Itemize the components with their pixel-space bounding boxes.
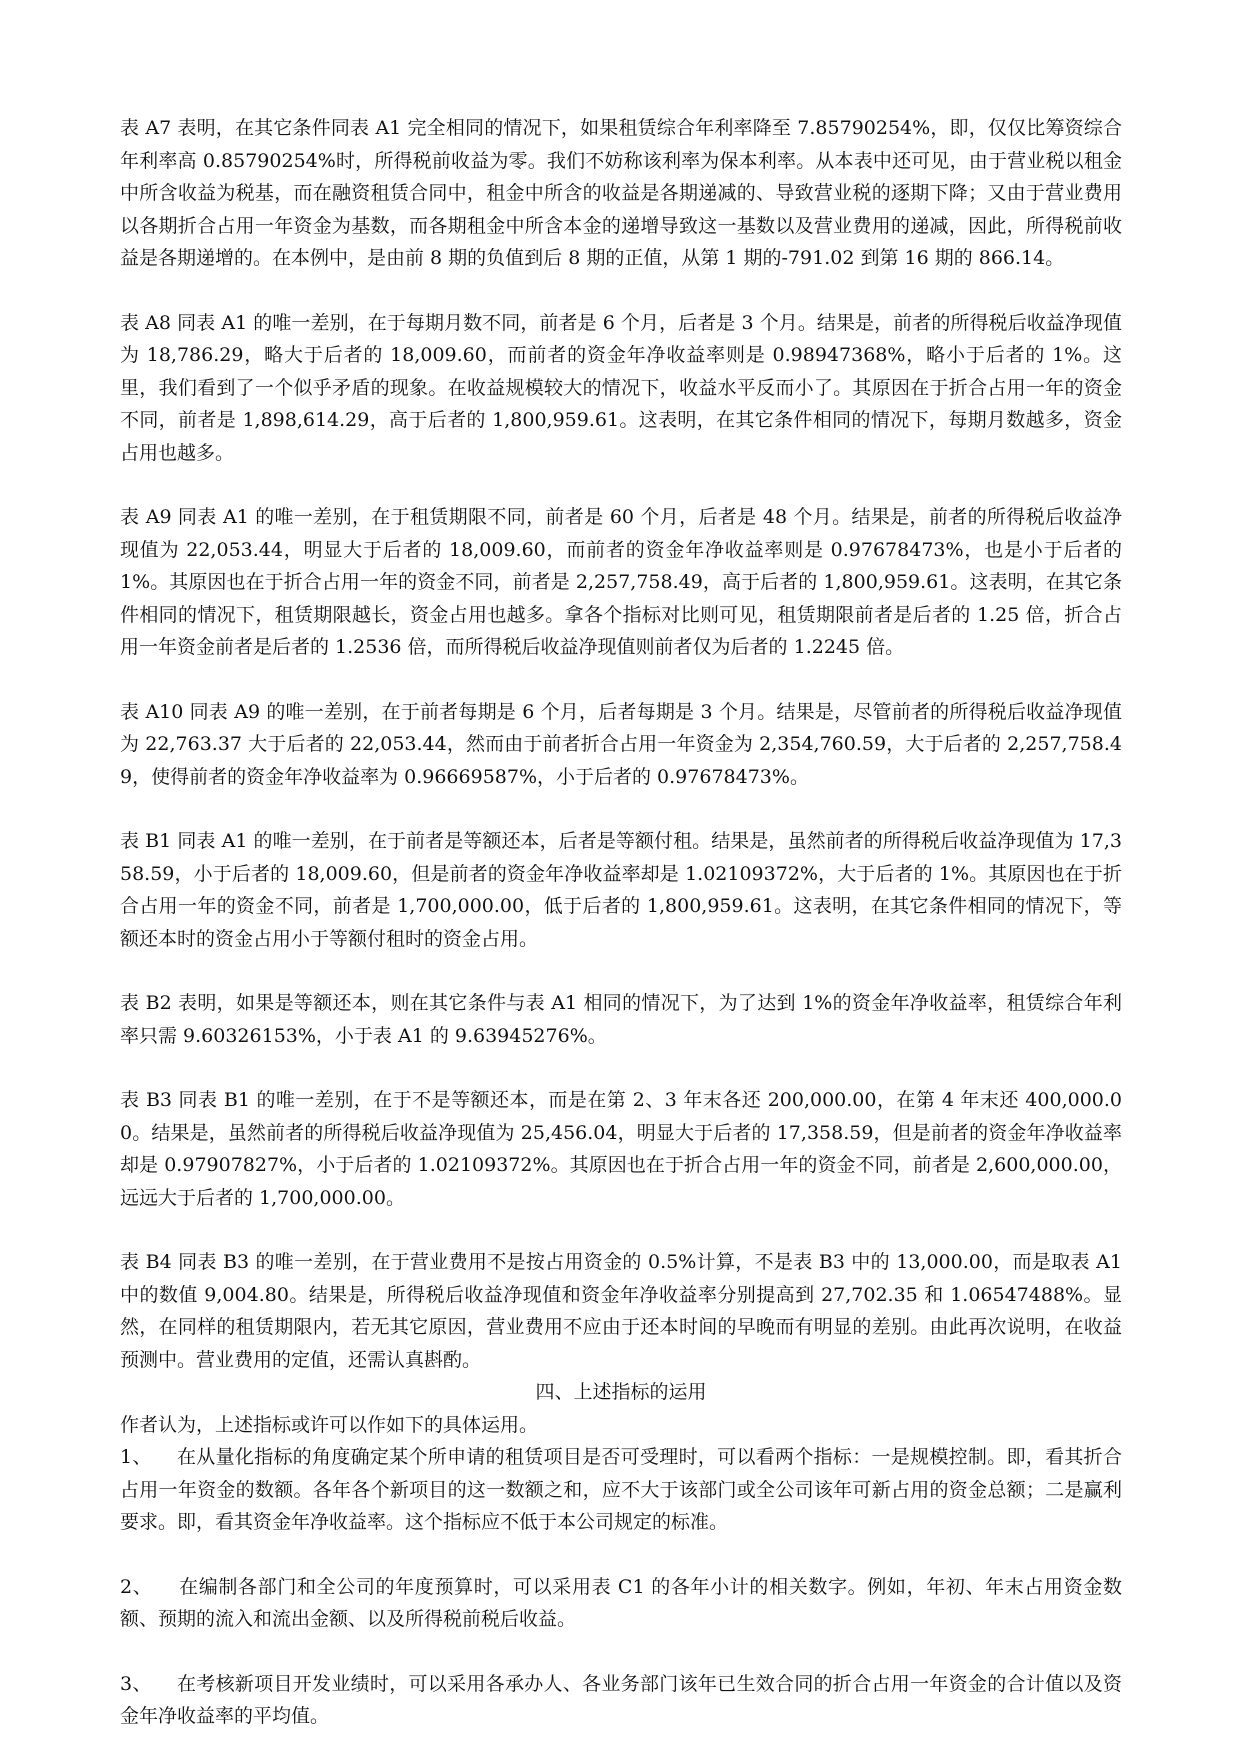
section-application <box>120 1376 1122 1733</box>
section-intro: 作者认为，上述指标或许可以作如下的具体运用。 <box>120 1413 539 1436</box>
list-item-text: 在考核新项目开发业绩时，可以采用各承办人、各业务部门该年已生效合同的折合占用一年资金的合计值以及资金年净收益率的平均值。 <box>120 1672 1122 1727</box>
list-item <box>120 1571 1122 1636</box>
paragraph-table-b3: 表 B3 同表 B1 的唯一差别，在于不是等额还本，而是在第 2、3 年末各还 200,000.00，在第 4 年末还 400,000.00。结果是，虽然前者的所得税后收益净现值为 25,456.04，明显大于后者的 17,358.59，但是前者的资金年净收益率却是 0.97907827%，小于后者的 1.02109372%。其原因也在于折合占用一年的资金不同，前者是 2,600,000.00，远远大于后者的 1,700,000.00。 <box>120 1089 1122 1209</box>
section-heading: 四、上述指标的运用 <box>535 1381 707 1403</box>
paragraph-table-a10: 表 A10 同表 A9 的唯一差别，在于前者每期是 6 个月，后者每期是 3 个月。结果是，尽管前者的所得税后收益净现值为 22,763.37 大于后者的 22,053.44，然而由于前者折合占用一年资金为 2,354,760.59，大于后者的 2,257,758.49，使得前者的资金年净收益率为 0.96669587%，小于后者的 0.97678473%。 <box>120 700 1122 788</box>
list-item-number: 2、 <box>120 1575 153 1598</box>
paragraph-table-b2: 表 B2 表明，如果是等额还本，则在其它条件与表 A1 相同的情况下，为了达到 1%的资金年净收益率，租赁综合年利率只需 9.60326153%，小于表 A1 的 9.63945276%。 <box>120 992 1122 1047</box>
paragraph-table-a7: 表 A7 表明，在其它条件同表 A1 完全相同的情况下，如果租赁综合年利率降至 7.85790254%，即，仅仅比筹资综合年利率高 0.85790254%时，所得税前收益为零。我们不妨称该利率为保本利率。从本表中还可见，由于营业税以租金中所含收益为税基，而在融资租赁合同中，租金中所含的收益是各期递减的、导致营业税的逐期下降；又由于营业费用以各期折合占用一年资金为基数，而各期租金中所含本金的递增导致这一基数以及营业费用的递减，因此，所得税前收益是各期递增的。在本例中，是由前 8 期的负值到后 8 期的正值，从第 1 期的-791.02 到第 16 期的 866.14。 <box>120 117 1122 269</box>
paragraph-table-b1: 表 B1 同表 A1 的唯一差别，在于前者是等额还本，后者是等额付租。结果是，虽然前者的所得税后收益净现值为 17,358.59，小于后者的 18,009.60，但是前者的资金年净收益率却是 1.02109372%，大于后者的 1%。其原因也在于折合占用一年的资金不同，前者是 1,700,000.00，低于后者的 1,800,959.61。这表明，在其它条件相同的情况下，等额还本时的资金占用小于等额付租时的资金占用。 <box>120 830 1122 950</box>
list-item-number: 1、 <box>120 1446 152 1468</box>
list-item-text: 在从量化指标的角度确定某个所申请的租赁项目是否可受理时，可以看两个指标：一是规模控制。即，看其折合占用一年资金的数额。各年各个新项目的这一数额之和，应不大于该部门或全公司该年可新占用的资金总额；二是赢利要求。即，看其资金年净收益率。这个指标应不低于本公司规定的标准。 <box>120 1446 1122 1533</box>
list-item-text: 在编制各部门和全公司的年度预算时，可以采用表 C1 的各年小计的相关数字。例如，年初、年末占用资金数额、预期的流入和流出金额、以及所得税前税后收益。 <box>120 1575 1122 1630</box>
paragraph-table-a8: 表 A8 同表 A1 的唯一差别，在于每期月数不同，前者是 6 个月，后者是 3 个月。结果是，前者的所得税后收益净现值为 18,786.29，略大于后者的 18,009.60，而前者的资金年净收益率则是 0.98947368%，略小于后者的 1%。这里，我们看到了一个似乎矛盾的现象。在收益规模较大的情况下，收益水平反而小了。其原因在于折合占用一年的资金不同，前者是 1,898,614.29，高于后者的 1,800,959.61。这表明，在其它条件相同的情况下，每期月数越多，资金占用也越多。 <box>120 311 1122 464</box>
list-item-number: 3、 <box>120 1672 152 1695</box>
document-page <box>120 112 1122 1733</box>
paragraph-table-b4: 表 B4 同表 B3 的唯一差别，在于营业费用不是按占用资金的 0.5%计算，不是表 B3 中的 13,000.00，而是取表 A1 中的数值 9,004.80。结果是，所得税后收益净现值和资金年净收益率分别提高到 27,702.35 和 1.06547488%。显然，在同样的租赁期限内，若无其它原因，营业费用不应由于还本时间的早晚而有明显的差别。由此再次说明，在收益预测中。营业费用的定值，还需认真斟酌。 <box>120 1251 1122 1371</box>
list-item <box>120 1441 1122 1539</box>
paragraph-table-a9: 表 A9 同表 A1 的唯一差别，在于租赁期限不同，前者是 60 个月，后者是 48 个月。结果是，前者的所得税后收益净现值为 22,053.44，明显大于后者的 18,009.60，而前者的资金年净收益率则是 0.97678473%，也是小于后者的 1%。其原因也在于折合占用一年的资金不同，前者是 2,257,758.49，高于后者的 1,800,959.61。这表明，在其它条件相同的情况下，租赁期限越长，资金占用也越多。拿各个指标对比则可见，租赁期限前者是后者的 1.25 倍，折合占用一年资金前者是后者的 1.2536 倍，而所得税后收益净现值则前者仅为后者的 1.2245 倍。 <box>120 506 1122 658</box>
list-item <box>120 1668 1122 1733</box>
